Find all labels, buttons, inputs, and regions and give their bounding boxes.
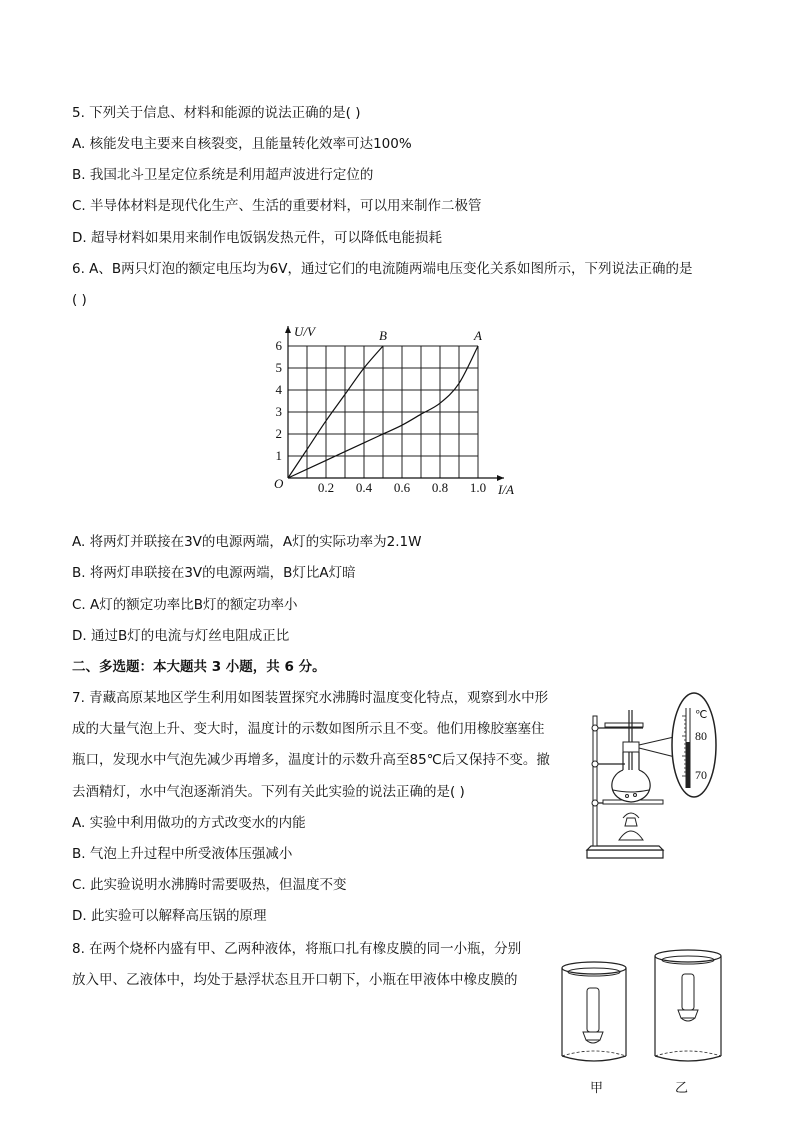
q7-option-c: C. 此实验说明水沸腾时需要吸热，但温度不变 (72, 877, 347, 893)
q7-option-b: B. 气泡上升过程中所受液体压强减小 (72, 846, 293, 862)
y-tick-label: 3 (275, 404, 282, 419)
y-tick-label: 6 (275, 338, 282, 353)
q7-option-d: D. 此实验可以解释高压锅的原理 (72, 908, 267, 924)
q7-option-a: A. 实验中利用做功的方式改变水的内能 (72, 815, 306, 831)
y-tick-label: 2 (275, 426, 282, 441)
iu-graph-svg (262, 308, 532, 504)
q7-stem-1: 7. 青藏高原某地区学生利用如图装置探究水沸腾时温度变化特点，观察到水中形 (72, 690, 549, 706)
q5-stem: 5. 下列关于信息、材料和能源的说法正确的是( ) (72, 105, 361, 121)
y-axis-arrow (285, 326, 291, 333)
beakers-figure (556, 938, 736, 1068)
curve-label-b: B (379, 328, 387, 343)
q6-stem: 6. A、B两只灯泡的额定电压均为6V，通过它们的电流随两端电压变化关系如图所示，下列说法正确的是 (72, 261, 693, 277)
q5-option-c: C. 半导体材料是现代化生产、生活的重要材料，可以用来制作二极管 (72, 198, 482, 214)
x-tick-label: 0.6 (393, 480, 411, 495)
q8-stem-2: 放入甲、乙液体中，均处于悬浮状态且开口朝下，小瓶在甲液体中橡皮膜的 (72, 972, 518, 988)
section-heading: 二、多选题：本大题共 3 小题，共 6 分。 (72, 659, 326, 675)
y-axis-label: U/V (294, 324, 315, 339)
q7-stem-2: 成的大量气泡上升、变大时，温度计的示数如图所示且不变。他们用橡胶塞塞住 (72, 721, 545, 737)
q6-option-b: B. 将两灯串联接在3V的电源两端，B灯比A灯暗 (72, 565, 356, 581)
x-tick-label: 0.4 (355, 480, 373, 495)
boiling-apparatus-figure (583, 690, 723, 862)
y-tick-label: 5 (275, 360, 282, 375)
thermometer-unit: ℃ (695, 709, 708, 721)
q6-option-c: C. A灯的额定功率比B灯的额定功率小 (72, 597, 298, 613)
iu-graph (262, 308, 532, 504)
beaker-jia (562, 962, 626, 1061)
q7-stem-4: 去酒精灯，水中气泡逐渐消失。下列有关此实验的说法正确的是( ) (72, 784, 465, 800)
label-yi: 乙 (675, 1081, 689, 1096)
x-axis-label: I/A (498, 482, 514, 497)
thermometer-mark-70: 70 (695, 768, 707, 782)
q5-option-b: B. 我国北斗卫星定位系统是利用超声波进行定位的 (72, 167, 374, 183)
q5-option-d: D. 超导材料如果用来制作电饭锅发热元件，可以降低电能损耗 (72, 230, 442, 246)
label-jia: 甲 (590, 1081, 604, 1096)
boiling-apparatus-svg (583, 690, 723, 862)
thermometer-mark-80: 80 (695, 729, 707, 743)
y-tick-label: 4 (275, 382, 282, 397)
x-axis-arrow (497, 475, 504, 481)
q6-stem-cont: ( ) (72, 292, 87, 308)
y-tick-label: 1 (275, 448, 282, 463)
x-tick-label: 1.0 (469, 480, 487, 495)
q7-stem-3: 瓶口，发现水中气泡先减少再增多，温度计的示数升高至85℃后又保持不变。撤 (72, 752, 550, 768)
q8-stem-1: 8. 在两个烧杯内盛有甲、乙两种液体，将瓶口扎有橡皮膜的同一小瓶，分别 (72, 941, 522, 957)
q6-option-d: D. 通过B灯的电流与灯丝电阻成正比 (72, 628, 290, 644)
origin-label: O (274, 476, 284, 491)
beakers-svg (556, 938, 736, 1068)
q5-option-a: A. 核能发电主要来自核裂变，且能量转化效率可达100% (72, 136, 412, 152)
beaker-yi (655, 950, 721, 1061)
x-tick-label: 0.2 (317, 480, 335, 495)
x-tick-label: 0.8 (431, 480, 449, 495)
q6-option-a: A. 将两灯并联接在3V的电源两端，A灯的实际功率为2.1W (72, 534, 422, 550)
curve-label-a: A (474, 328, 482, 343)
